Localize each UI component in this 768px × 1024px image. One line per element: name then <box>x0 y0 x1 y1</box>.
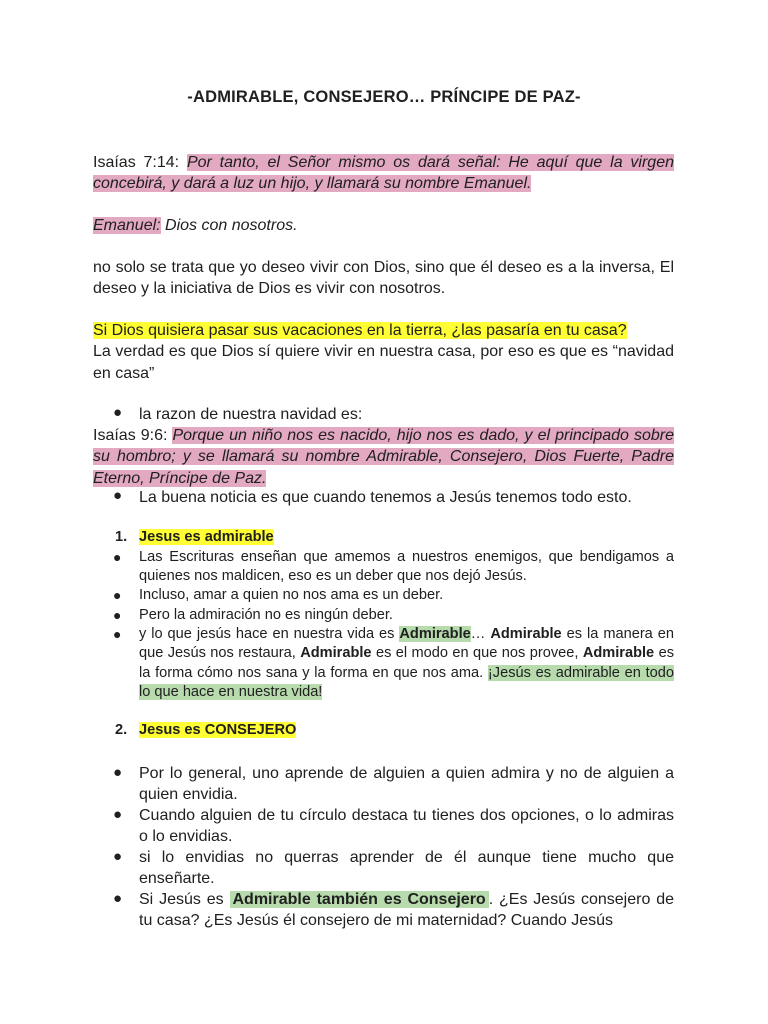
green-highlight: ¡Jesús es admirable en todo lo que hace en nuestra vida! <box>139 664 674 701</box>
bullet-icon: ● <box>113 848 123 865</box>
document-title: -ADMIRABLE, CONSEJERO… PRÍNCIPE DE PAZ- <box>187 88 581 106</box>
item-text: Si Jesús es <box>139 891 230 908</box>
section-2-item: Cuando alguien de tu círculo destaca tu tienes dos opciones, o lo admiras o lo envidias. <box>139 807 674 846</box>
admirable-bold: Admirable <box>300 645 372 662</box>
verse-quote: Porque un niño nos es nacido, hijo nos es dado, y el principado sobre su hombro; y se llamará su nombre Admirable, Consejero, Dios Fuerte, Padre Eterno, Príncipe de Paz. <box>93 427 675 487</box>
bullet-buena-noticia: La buena noticia es que cuando tenemos a Jesús tenemos todo esto. <box>139 489 632 506</box>
highlighted-question: Si Dios quisiera pasar sus vacaciones en la tierra, ¿las pasaría en tu casa? <box>93 322 627 339</box>
navidad-text: La verdad es que Dios sí quiere vivir en nuestra casa, por eso es que es “navidad en casa” <box>93 343 674 382</box>
section-2-item-consejero <box>139 889 674 932</box>
section-1-item-admirable <box>139 625 674 703</box>
paragraph-emanuel <box>93 215 674 236</box>
bullet-icon: ● <box>113 764 123 781</box>
bullet-icon: ● <box>113 549 122 565</box>
section-2-item: Por lo general, uno aprende de alguien a quien admira y no de alguien a quien envidia. <box>139 765 674 804</box>
verse-quote: Por tanto, el Señor mismo os dará señal: He aquí que la virgen concebirá, y dará a luz un hijo, y llamará su nombre Emanuel. <box>93 154 674 193</box>
item-text: y lo que jesús hace en nuestra vida es <box>139 626 400 642</box>
section-2-item: si lo envidias no querras aprender de él aunque tiene mucho que enseñarte. <box>139 849 674 888</box>
bullet-razon: la razon de nuestra navidad es: <box>139 406 363 423</box>
item-text: es el modo en que nos provee, <box>371 645 583 662</box>
admirable-highlight: Admirable <box>399 626 471 642</box>
paragraph-deseo: no solo se trata que yo deseo vivir con Dios, sino que él deseo es a la inversa, El deseo y la iniciativa de Dios es vivir con nosotros. <box>93 259 674 298</box>
bullet-icon: ● <box>113 404 123 421</box>
item-text: . ¿Es Jesús consejero de tu casa? ¿Es Jesús él consejero de mi maternidad? Cuando Jesús <box>139 891 674 930</box>
section-1-item: Incluso, amar a quien no nos ama es un deber. <box>139 587 444 603</box>
green-highlight: Admirable también es Consejero <box>230 891 489 908</box>
section-2-number: 2. <box>115 722 128 738</box>
bullet-icon: ● <box>113 890 123 907</box>
paragraph-isaias-7-14 <box>93 152 674 195</box>
emanuel-term: Emanuel: <box>93 217 161 234</box>
verse-reference: Isaías 7:14: <box>93 154 187 171</box>
admirable-bold: Admirable <box>490 626 562 642</box>
item-text: es la forma cómo nos sana y la forma en que nos ama. <box>139 645 674 681</box>
bullet-icon: ● <box>113 806 123 823</box>
bullet-icon: ● <box>113 626 122 642</box>
section-1-heading: Jesus es admirable <box>139 529 274 545</box>
paragraph-isaias-9-6 <box>93 425 674 489</box>
section-1-item: Las Escrituras enseñan que amemos a nuestros enemigos, que bendigamos a quienes nos maldicen, eso es un deber que nos dejó Jesús. <box>139 549 674 585</box>
bullet-icon: ● <box>113 587 122 603</box>
item-text: … <box>470 626 491 642</box>
admirable-bold: Admirable <box>582 645 655 662</box>
section-2-heading: Jesus es CONSEJERO <box>139 722 297 738</box>
verse-reference: Isaías 9:6: <box>93 427 173 444</box>
bullet-icon: ● <box>113 607 122 623</box>
section-1-item: Pero la admiración no es ningún deber. <box>139 607 393 623</box>
item-text: es la manera en que Jesús nos restaura, <box>139 626 674 662</box>
section-1-number: 1. <box>115 529 128 545</box>
paragraph-vacaciones <box>93 320 674 384</box>
emanuel-definition: Dios con nosotros. <box>160 217 298 234</box>
bullet-icon: ● <box>113 487 123 504</box>
